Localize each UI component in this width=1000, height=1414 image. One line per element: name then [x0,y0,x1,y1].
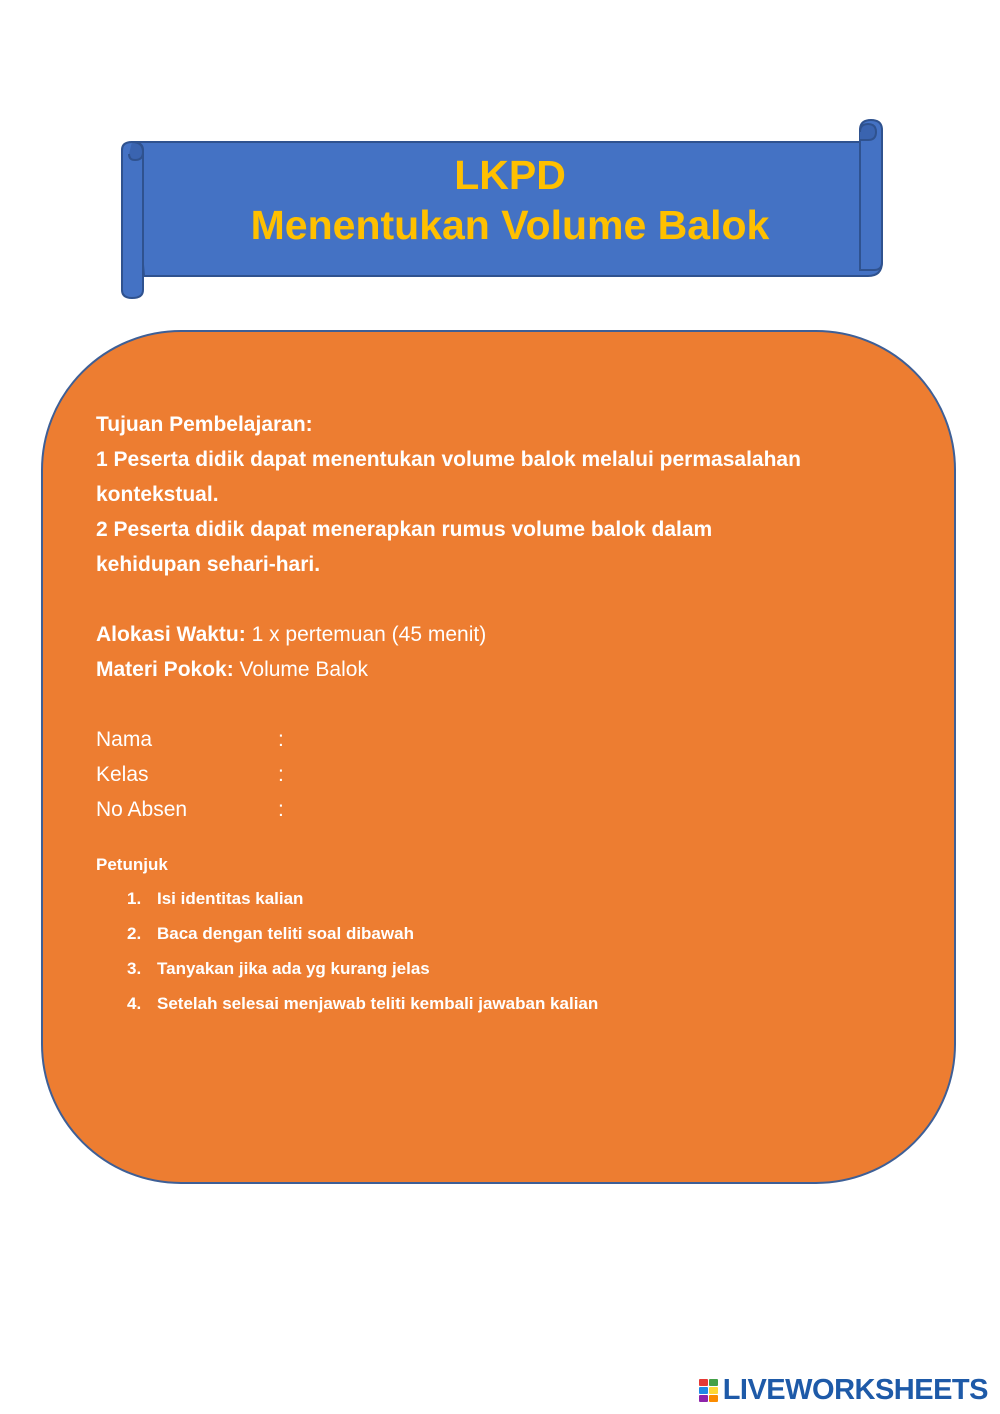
main-topic [96,652,916,687]
liveworksheets-icon [699,1379,719,1403]
worksheet-title [140,150,880,250]
objective-2-line-2: kehidupan sehari-hari. [96,553,321,576]
time-allocation-label: Alokasi Waktu: [96,623,246,646]
objective-1-line-1: 1 Peserta didik dapat menentukan volume balok melalui permasalahan [96,448,801,471]
identity-label-name: Nama [96,728,153,751]
identity-colon-name: : [278,728,284,751]
identity-row-absen [96,792,916,827]
instruction-number: 2. [127,924,142,943]
instructions-list [96,881,916,1021]
instruction-text: Isi identitas kalian [157,889,304,908]
instruction-text: Baca dengan teliti soal dibawah [157,924,414,943]
instruction-item [96,951,916,986]
liveworksheets-logo-text: LIVEWORKSHEETS [722,1374,988,1406]
instruction-text: Setelah selesai menjawab teliti kembali jawaban kalian [157,994,599,1013]
objectives-title: Tujuan Pembelajaran: [96,413,313,436]
instruction-item [96,916,916,951]
main-topic-label: Materi Pokok: [96,658,234,681]
instruction-number: 1. [127,889,142,908]
main-topic-value: Volume Balok [233,658,368,681]
time-allocation [96,617,916,652]
time-allocation-value: 1 x pertemuan (45 menit) [245,623,487,646]
identity-row-class [96,757,916,792]
title-line-topic: Menentukan Volume Balok [250,202,770,248]
instruction-number: 3. [127,959,142,978]
identity-label-absen: No Absen [96,798,188,821]
identity-colon-absen: : [278,798,284,821]
instruction-item [96,881,916,916]
liveworksheets-logo[interactable] [699,1374,988,1407]
instruction-number: 4. [127,994,142,1013]
instruction-item [96,986,916,1021]
objective-2-line-1: 2 Peserta didik dapat menerapkan rumus volume balok dalam [96,518,713,541]
identity-colon-class: : [278,763,284,786]
instruction-text: Tanyakan jika ada yg kurang jelas [157,959,430,978]
identity-row-name [96,722,916,757]
instructions-title: Petunjuk [96,855,168,874]
info-card-content [96,407,916,1021]
title-line-lkpd: LKPD [454,152,566,198]
identity-label-class: Kelas [96,763,149,786]
objective-1-line-2: kontekstual. [96,483,219,506]
